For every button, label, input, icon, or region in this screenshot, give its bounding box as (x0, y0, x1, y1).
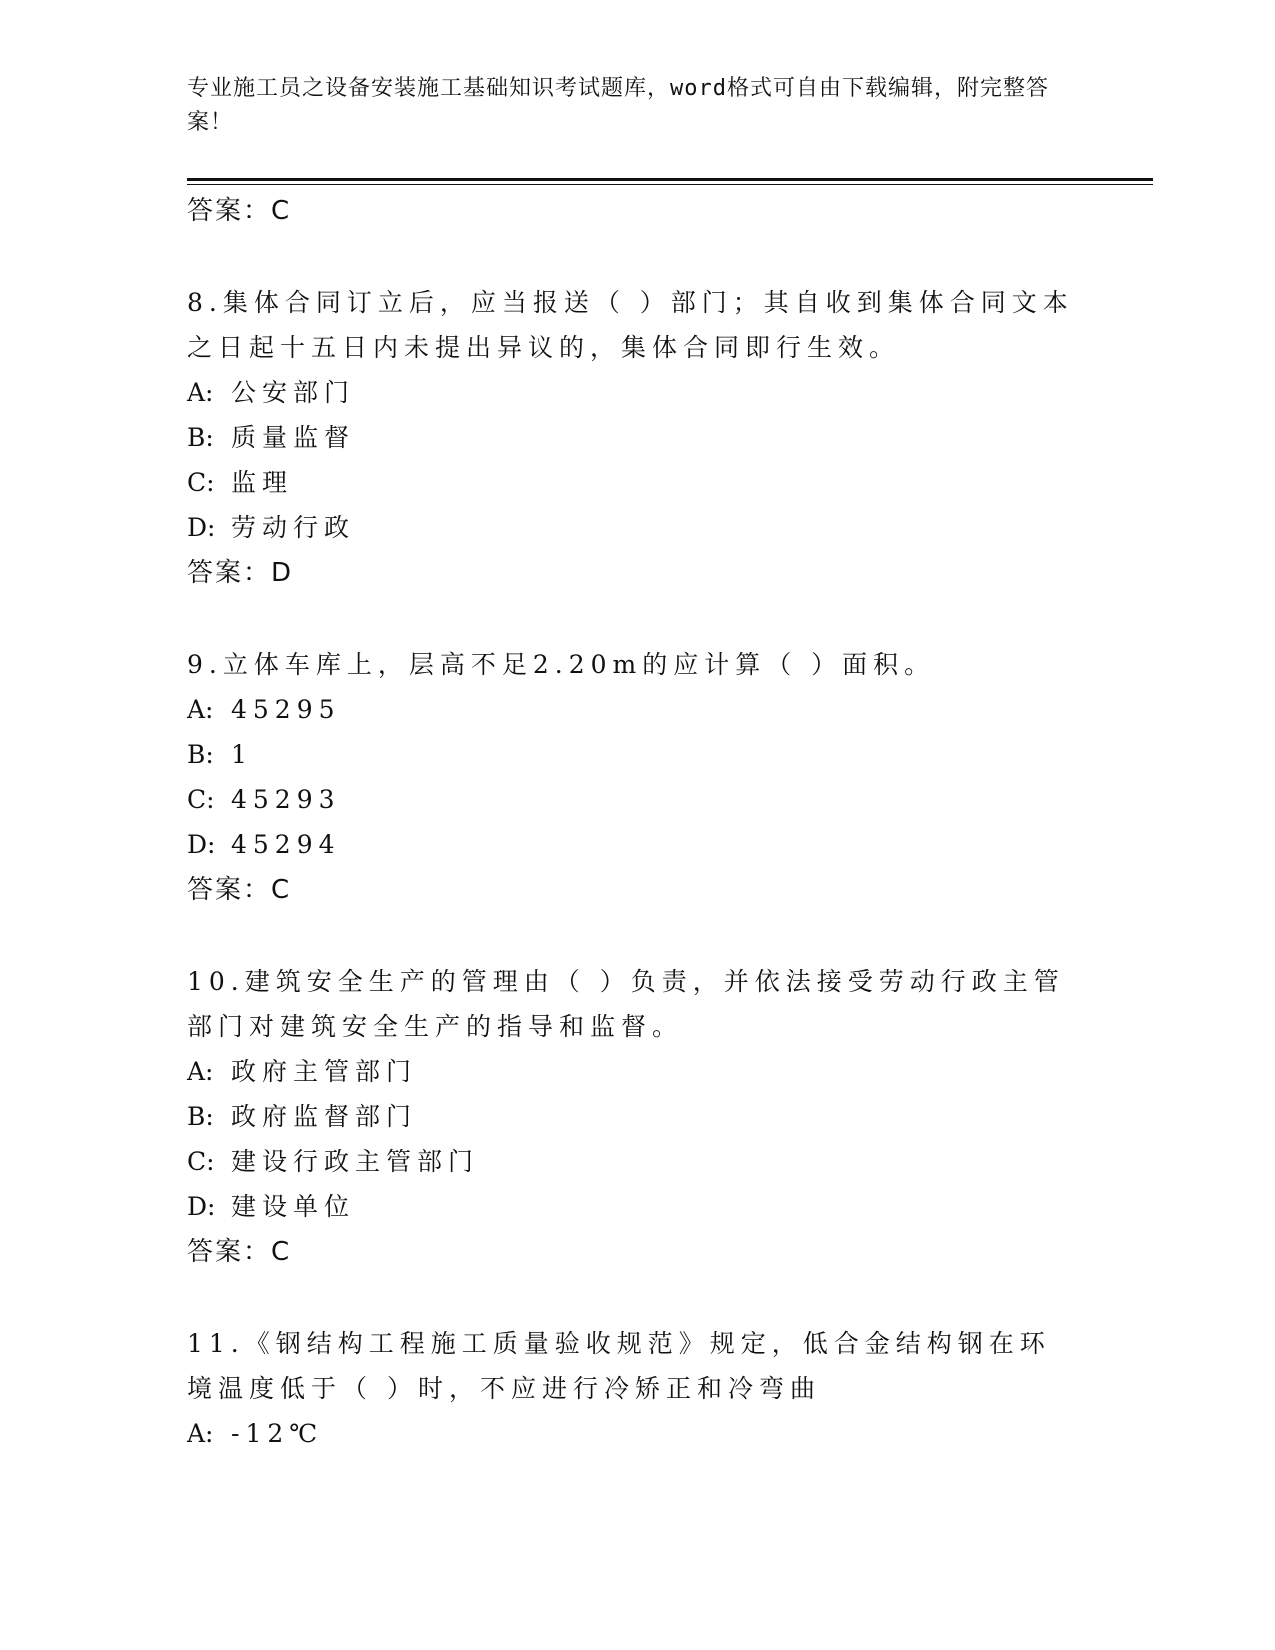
option-a (187, 1049, 1087, 1094)
option-d (187, 505, 1087, 550)
option-letter: B: (187, 1102, 214, 1131)
option-b (187, 415, 1087, 460)
option-text: 1 (231, 740, 253, 769)
option-letter: B: (187, 740, 214, 769)
option-text: 政府监督部门 (231, 1102, 418, 1131)
option-text: -12℃ (231, 1419, 324, 1448)
question-text: 9.立体车库上，层高不足2.20m的应计算（ ）面积。 (187, 650, 936, 679)
option-a (187, 1411, 1087, 1456)
header-rule-thin (187, 184, 1153, 185)
option-c (187, 1139, 1087, 1184)
option-text: 劳动行政 (231, 513, 356, 542)
option-b (187, 732, 1087, 777)
answer-line: 答案：D (187, 558, 294, 588)
option-text: 45295 (231, 695, 341, 724)
option-letter: C: (187, 785, 215, 814)
option-c (187, 460, 1087, 505)
question-block (187, 959, 1087, 1275)
option-text: 公安部门 (231, 378, 356, 407)
option-d (187, 822, 1087, 867)
question-text: 8.集体合同订立后，应当报送（ ）部门；其自收到集体合同文本之日起十五日内未提出异议的，集体合同即行生效。 (187, 288, 1074, 362)
option-letter: C: (187, 468, 215, 497)
answer-line: 答案：C (187, 875, 292, 905)
option-text: 质量监督 (231, 423, 356, 452)
option-b (187, 1094, 1087, 1139)
option-text: 建设行政主管部门 (231, 1147, 480, 1176)
option-letter: C: (187, 1147, 215, 1176)
option-c (187, 777, 1087, 822)
option-letter: A: (187, 695, 214, 724)
option-text: 政府主管部门 (231, 1057, 418, 1086)
option-letter: B: (187, 423, 214, 452)
question-text: 10.建筑安全生产的管理由（ ）负责，并依法接受劳动行政主管部门对建筑安全生产的指导和监督。 (187, 967, 1065, 1041)
option-letter: A: (187, 378, 214, 407)
answer-line: 答案：C (187, 1237, 292, 1267)
option-text: 45293 (231, 785, 341, 814)
option-a (187, 370, 1087, 415)
option-d (187, 1184, 1087, 1229)
option-letter: D: (187, 1192, 216, 1221)
option-text: 45294 (231, 830, 341, 859)
document-header: 专业施工员之设备安装施工基础知识考试题库，word格式可自由下载编辑，附完整答案！ (187, 76, 1049, 135)
option-letter: A: (187, 1419, 214, 1448)
question-text: 11.《钢结构工程施工质量验收规范》规定，低合金结构钢在环境温度低于（ ）时，不应进行冷矫正和冷弯曲 (187, 1329, 1051, 1403)
option-text: 监理 (231, 468, 294, 497)
question-block (187, 642, 1087, 913)
previous-answer: 答案：C (187, 196, 292, 226)
header-rule-thick (187, 178, 1153, 181)
option-text: 建设单位 (231, 1192, 356, 1221)
option-letter: A: (187, 1057, 214, 1086)
option-letter: D: (187, 513, 216, 542)
question-block (187, 1321, 1087, 1456)
question-list (187, 188, 1087, 1456)
option-letter: D: (187, 830, 216, 859)
question-block (187, 280, 1087, 596)
option-a (187, 687, 1087, 732)
